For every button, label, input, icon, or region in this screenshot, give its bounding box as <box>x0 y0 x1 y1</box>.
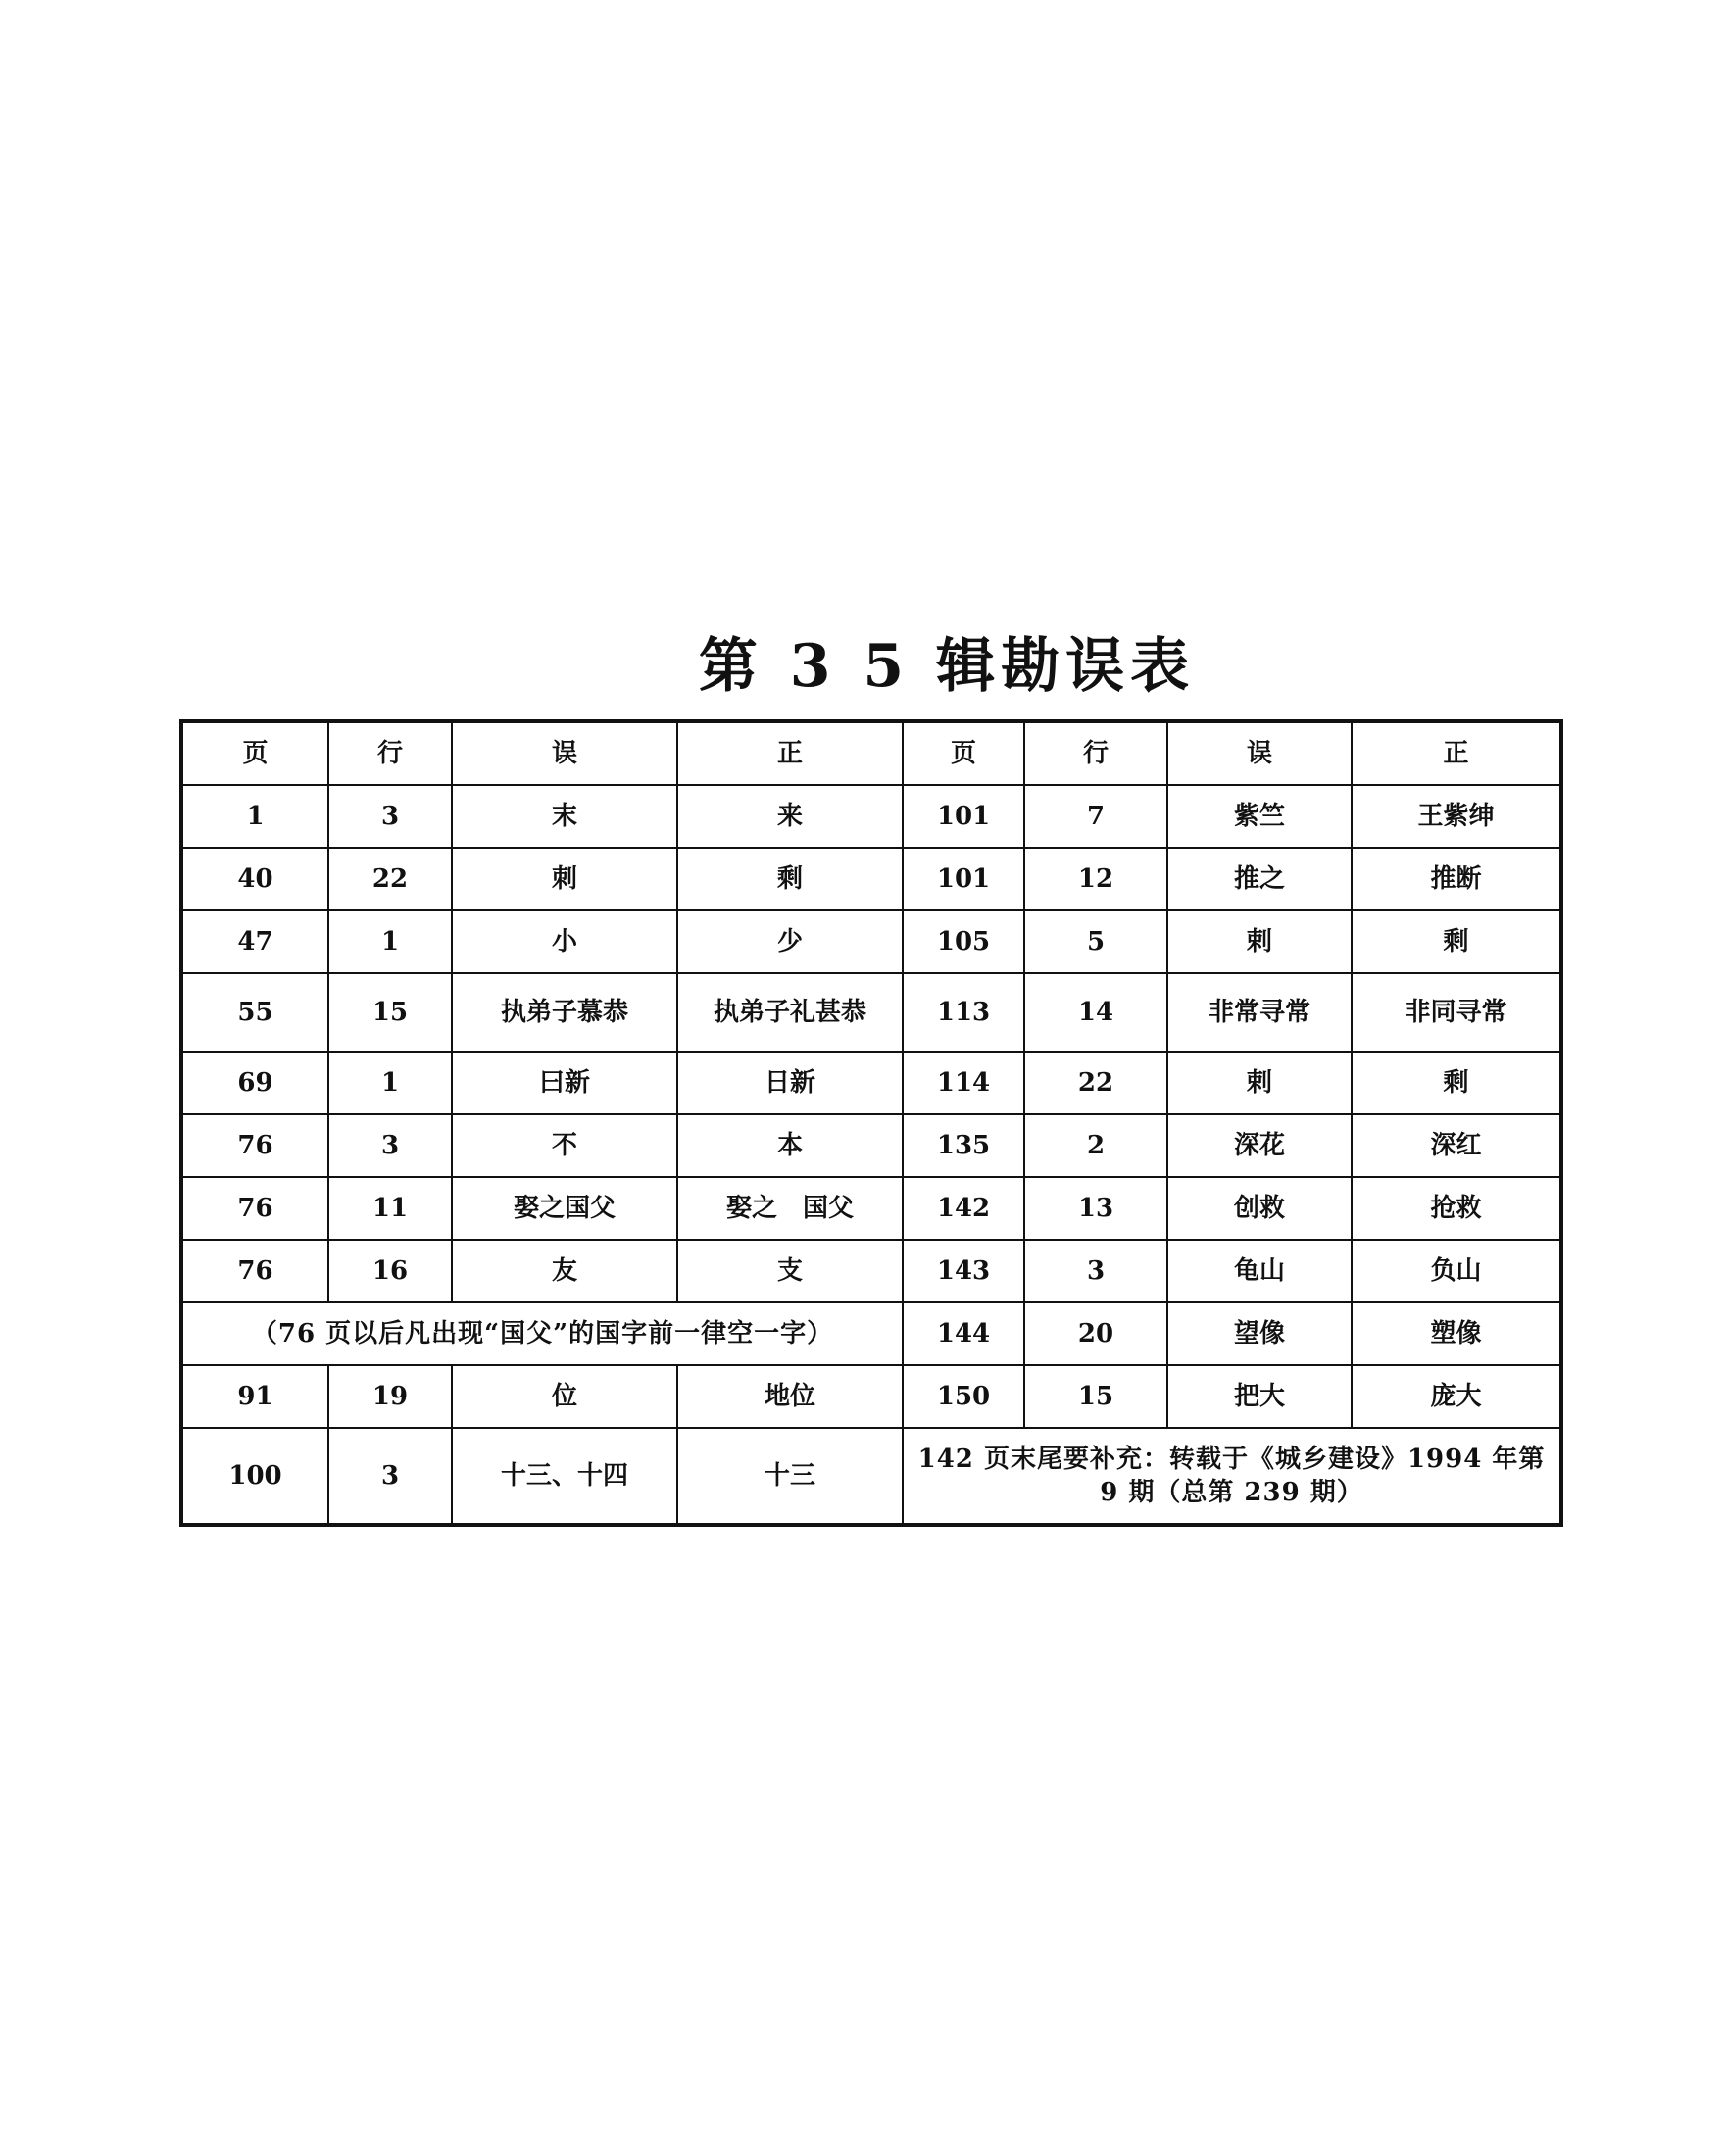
supplement-note: 142 页末尾要补充：转载于《城乡建设》1994 年第 9 期（总第 239 期） <box>903 1428 1561 1525</box>
guoFu-spacing-note: （76 页以后凡出现“国父”的国字前一律空一字） <box>181 1302 903 1365</box>
error-cell: 把大 <box>1167 1365 1352 1428</box>
correct-cell: 推断 <box>1352 848 1561 910</box>
error-cell: 望像 <box>1167 1302 1352 1365</box>
header-line: 行 <box>1024 721 1167 785</box>
line-cell: 3 <box>328 1428 452 1525</box>
correct-cell: 庞大 <box>1352 1365 1561 1428</box>
error-cell: 末 <box>452 785 677 848</box>
line-cell: 15 <box>1024 1365 1167 1428</box>
header-page: 页 <box>903 721 1024 785</box>
error-cell: 执弟子慕恭 <box>452 973 677 1052</box>
line-cell: 1 <box>328 910 452 973</box>
line-cell: 5 <box>1024 910 1167 973</box>
error-cell: 曰新 <box>452 1052 677 1114</box>
error-cell: 位 <box>452 1365 677 1428</box>
header-error: 误 <box>1167 721 1352 785</box>
page-cell: 47 <box>181 910 328 973</box>
page-cell: 135 <box>903 1114 1024 1177</box>
page-cell: 114 <box>903 1052 1024 1114</box>
correct-cell: 地位 <box>677 1365 903 1428</box>
correct-cell: 非同寻常 <box>1352 973 1561 1052</box>
line-cell: 11 <box>328 1177 452 1240</box>
correct-cell: 负山 <box>1352 1240 1561 1302</box>
table-row-note <box>181 1302 1561 1365</box>
page-cell: 144 <box>903 1302 1024 1365</box>
error-cell: 娶之国父 <box>452 1177 677 1240</box>
line-cell: 7 <box>1024 785 1167 848</box>
error-cell: 刺 <box>452 848 677 910</box>
error-cell: 推之 <box>1167 848 1352 910</box>
page-title: 第 3 5 辑勘误表 <box>698 632 1196 701</box>
header-correct: 正 <box>1352 721 1561 785</box>
correct-cell: 抢救 <box>1352 1177 1561 1240</box>
table-row <box>181 848 1561 910</box>
error-cell: 剌 <box>1167 1052 1352 1114</box>
header-error: 误 <box>452 721 677 785</box>
line-cell: 12 <box>1024 848 1167 910</box>
header-line: 行 <box>328 721 452 785</box>
correct-cell: 深红 <box>1352 1114 1561 1177</box>
error-cell: 龟山 <box>1167 1240 1352 1302</box>
correct-cell: 支 <box>677 1240 903 1302</box>
line-cell: 1 <box>328 1052 452 1114</box>
page-cell: 76 <box>181 1114 328 1177</box>
page-cell: 101 <box>903 848 1024 910</box>
errata-table <box>179 719 1563 1527</box>
table-row <box>181 1177 1561 1240</box>
table-row <box>181 1052 1561 1114</box>
correct-cell: 本 <box>677 1114 903 1177</box>
line-cell: 13 <box>1024 1177 1167 1240</box>
correct-cell: 剩 <box>677 848 903 910</box>
page-cell: 143 <box>903 1240 1024 1302</box>
line-cell: 20 <box>1024 1302 1167 1365</box>
table-row <box>181 910 1561 973</box>
table-row <box>181 973 1561 1052</box>
error-cell: 不 <box>452 1114 677 1177</box>
table-row <box>181 1114 1561 1177</box>
correct-cell: 日新 <box>677 1052 903 1114</box>
error-cell: 十三、十四 <box>452 1428 677 1525</box>
page-cell: 105 <box>903 910 1024 973</box>
correct-cell: 来 <box>677 785 903 848</box>
correct-cell: 娶之 国父 <box>677 1177 903 1240</box>
page-cell: 1 <box>181 785 328 848</box>
page-cell: 55 <box>181 973 328 1052</box>
line-cell: 2 <box>1024 1114 1167 1177</box>
error-cell: 创救 <box>1167 1177 1352 1240</box>
error-cell: 深花 <box>1167 1114 1352 1177</box>
line-cell: 3 <box>1024 1240 1167 1302</box>
page-cell: 100 <box>181 1428 328 1525</box>
page-cell: 142 <box>903 1177 1024 1240</box>
page-cell: 101 <box>903 785 1024 848</box>
line-cell: 3 <box>328 1114 452 1177</box>
line-cell: 22 <box>328 848 452 910</box>
line-cell: 16 <box>328 1240 452 1302</box>
table-row <box>181 1365 1561 1428</box>
correct-cell: 剩 <box>1352 910 1561 973</box>
correct-cell: 剩 <box>1352 1052 1561 1114</box>
line-cell: 3 <box>328 785 452 848</box>
header-page: 页 <box>181 721 328 785</box>
page-cell: 40 <box>181 848 328 910</box>
correct-cell: 十三 <box>677 1428 903 1525</box>
table-row-last <box>181 1428 1561 1525</box>
line-cell: 15 <box>328 973 452 1052</box>
table-row <box>181 1240 1561 1302</box>
page-cell: 69 <box>181 1052 328 1114</box>
page-cell: 150 <box>903 1365 1024 1428</box>
page-cell: 91 <box>181 1365 328 1428</box>
error-cell: 紫竺 <box>1167 785 1352 848</box>
correct-cell: 少 <box>677 910 903 973</box>
line-cell: 19 <box>328 1365 452 1428</box>
error-cell: 非常寻常 <box>1167 973 1352 1052</box>
line-cell: 22 <box>1024 1052 1167 1114</box>
line-cell: 14 <box>1024 973 1167 1052</box>
header-correct: 正 <box>677 721 903 785</box>
correct-cell: 塑像 <box>1352 1302 1561 1365</box>
error-cell: 小 <box>452 910 677 973</box>
correct-cell: 执弟子礼甚恭 <box>677 973 903 1052</box>
page-cell: 76 <box>181 1177 328 1240</box>
page-cell: 113 <box>903 973 1024 1052</box>
table-row <box>181 785 1561 848</box>
error-cell: 友 <box>452 1240 677 1302</box>
correct-cell: 王紫绅 <box>1352 785 1561 848</box>
header-row <box>181 721 1561 785</box>
page-cell: 76 <box>181 1240 328 1302</box>
error-cell: 剌 <box>1167 910 1352 973</box>
